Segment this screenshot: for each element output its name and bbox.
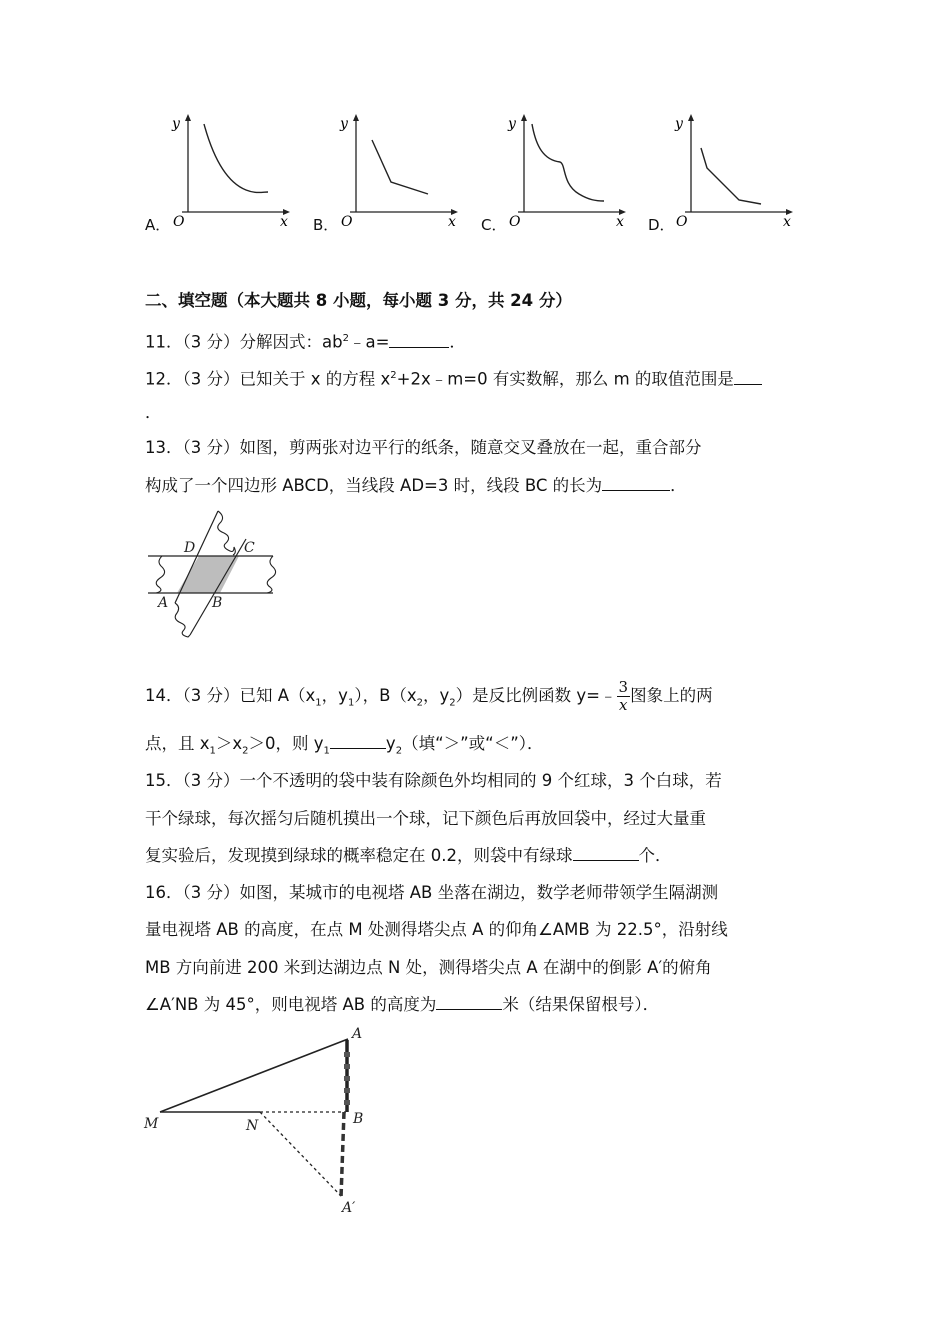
question-14-line1: 14．（3 分）已知 $A(x_1$，$y_1$），$B(x_2$，$y_2$）是反比例函数 y=﹣ $\frac{3}{x}$ 图象上的两	[145, 678, 713, 714]
svg-text:O: O	[676, 214, 688, 230]
svg-text:x: x	[448, 214, 456, 230]
option-d-label: D．	[648, 216, 675, 234]
option-a-label: A．	[145, 216, 171, 234]
y-label: y	[172, 116, 180, 132]
answer-blank	[436, 995, 502, 1010]
label-D: D	[184, 540, 196, 556]
label-A: A	[352, 1026, 363, 1042]
figure-13-paper-strips	[140, 505, 280, 644]
question-16-line3: MB 方向前进 200 米到达湖边点 N 处，测得塔尖点 A 在湖中的倒影 A′的俯角	[145, 958, 712, 977]
question-15-line1: 15．（3 分）一个不透明的袋中装有除颜色外均相同的 9 个红球，3 个白球，若	[145, 771, 722, 790]
label-B: B	[353, 1111, 364, 1127]
answer-blank	[734, 370, 762, 385]
label-M: M	[144, 1116, 159, 1132]
option-a-graph	[168, 112, 293, 230]
fraction-3-over-x: $\frac{3}{x}$	[618, 678, 629, 714]
question-12-end: ．	[145, 403, 162, 422]
figure-16-tv-tower	[140, 1022, 380, 1226]
question-12: 12．（3 分）已知关于 x 的方程 $x^2+2x﹣m=0$ 有实数解，那么 m 的取值范围是	[145, 365, 762, 391]
option-c-graph	[504, 112, 629, 230]
label-B: B	[212, 595, 223, 611]
label-C: C	[244, 540, 255, 556]
polyline	[372, 140, 428, 194]
line-NA-prime-dashed	[260, 1112, 342, 1197]
label-N: N	[246, 1118, 259, 1134]
overlap-parallelogram	[177, 556, 239, 593]
section-title: 二、填空题（本大题共 8 小题，每小题 3 分，共 24 分）	[145, 291, 572, 310]
answer-blank	[389, 333, 449, 348]
answer-blank	[573, 846, 639, 861]
x-label: x	[280, 214, 288, 230]
option-b-label: B．	[313, 216, 339, 234]
question-13-line1: 13．（3 分）如图，剪两张对边平行的纸条，随意交叉叠放在一起，重合部分	[145, 438, 702, 457]
question-11: 11．（3 分）分解因式：$ab^2﹣a=$ ．	[145, 332, 466, 352]
svg-text:x: x	[783, 214, 791, 230]
question-14-line2: 点，且 $x_1>x_2>0$，则 $y_1$ $y_2$（填“＞”或“＜”）．	[145, 734, 544, 757]
svg-text:y: y	[508, 116, 516, 132]
svg-text:y: y	[340, 116, 348, 132]
option-b-graph	[336, 112, 461, 230]
question-16-line4: ∠A′NB 为 45°，则电视塔 AB 的高度为 米（结果保留根号）．	[145, 995, 660, 1014]
line-MA	[160, 1039, 348, 1112]
origin-label: O	[173, 214, 185, 230]
question-13-line2: 构成了一个四边形 ABCD，当线段 AD=3 时，线段 BC 的长为 ．	[145, 476, 687, 495]
label-A: A	[158, 595, 169, 611]
polyline	[701, 148, 761, 204]
svg-text:x: x	[616, 214, 624, 230]
curve	[204, 124, 268, 193]
y-axis-arrow	[185, 114, 191, 121]
curve	[532, 124, 604, 201]
svg-text:O: O	[341, 214, 353, 230]
answer-blank	[330, 734, 386, 749]
question-15-line2: 干个绿球，每次摇匀后随机摸出一个球，记下颜色后再放回袋中，经过大量重	[145, 809, 706, 828]
option-c-label: C．	[481, 216, 507, 234]
svg-text:O: O	[509, 214, 521, 230]
question-16-line2: 量电视塔 AB 的高度，在点 M 处测得塔尖点 A 的仰角∠AMB 为 22.5°，沿射线	[145, 920, 728, 939]
question-15-line3: 复实验后，发现摸到绿球的概率稳定在 0.2，则袋中有绿球 个．	[145, 846, 672, 865]
tower-reflection	[341, 1112, 344, 1198]
question-16-line1: 16．（3 分）如图，某城市的电视塔 AB 坐落在湖边，数学老师带领学生隔湖测	[145, 883, 719, 902]
answer-blank	[602, 476, 670, 491]
svg-text:y: y	[675, 116, 683, 132]
label-A-prime: A′	[342, 1200, 356, 1216]
option-d-graph	[671, 112, 796, 230]
